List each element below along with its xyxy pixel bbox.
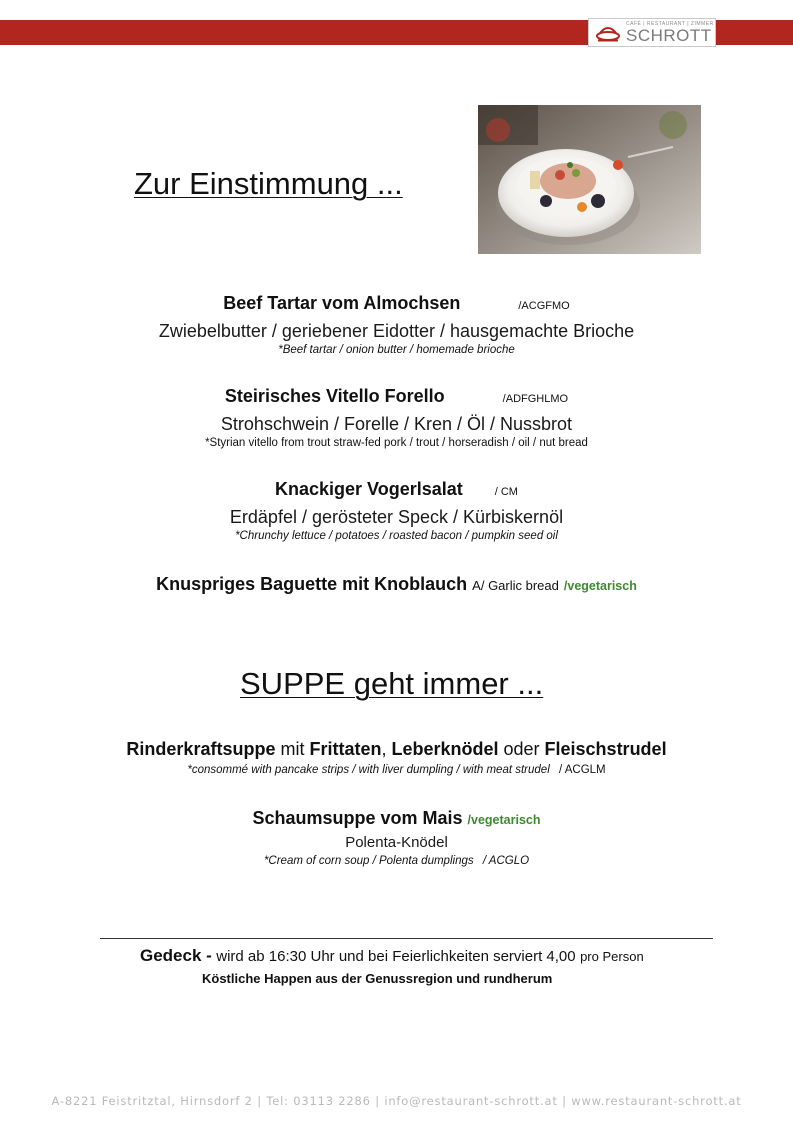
dish-english: *Chrunchy lettuce / potatoes / roasted bacon / pumpkin seed oil — [235, 530, 558, 542]
brand-name: SCHROTT — [626, 26, 712, 45]
soup-option: Fleischstrudel — [544, 739, 667, 759]
soup-english: *consommé with pancake strips / with liver dumpling / with meat strudel — [187, 764, 550, 776]
soup-option: Leberknödel — [391, 739, 499, 759]
dish-1 — [0, 292, 793, 358]
cover-line — [140, 946, 644, 966]
dish-description: Strohschwein / Forelle / Kren / Öl / Nussbrot — [220, 414, 573, 434]
dish-3 — [0, 478, 793, 544]
vegetarian-badge: /vegetarisch — [467, 813, 541, 827]
soup-option: Frittaten — [309, 739, 382, 759]
baguette-line — [0, 573, 793, 597]
soup-description: Polenta-Knödel — [345, 834, 448, 851]
dish-description: Erdäpfel / gerösteter Speck / Kürbiskernöl — [229, 507, 564, 527]
food-plate-photo — [478, 105, 701, 254]
dish-name: Beef Tartar vom Almochsen — [223, 293, 461, 313]
brand-logo — [588, 18, 716, 47]
allergen-code: /ACGFMO — [518, 300, 570, 312]
cover-label: Gedeck - — [140, 946, 212, 965]
cover-unit: pro Person — [580, 949, 644, 964]
allergen-code: /ADFGHLMO — [502, 393, 569, 405]
baguette-detail: A/ Garlic bread — [472, 578, 559, 593]
soup-name: Schaumsuppe vom Mais — [252, 808, 463, 828]
dish-english: *Styrian vitello from trout straw-fed pork / trout / horseradish / oil / nut bread — [205, 437, 588, 449]
soup-join: mit — [275, 739, 310, 759]
cover-subline: Köstliche Happen aus der Genussregion und rundherum — [202, 971, 553, 986]
allergen-code: / ACGLM — [558, 764, 606, 776]
dish-english: *Beef tartar / onion butter / homemade brioche — [278, 344, 515, 356]
soup-1 — [0, 738, 793, 778]
brand-tagline: CAFÉ | RESTAURANT | ZIMMER — [626, 21, 714, 27]
vegetarian-badge: /vegetarisch — [563, 579, 637, 593]
soup-2 — [0, 807, 793, 869]
soup-join: oder — [498, 739, 545, 759]
soup-name: Rinderkraftsuppe — [126, 739, 276, 759]
dish-description: Zwiebelbutter / geriebener Eidotter / hausgemachte Brioche — [158, 321, 635, 341]
divider-line — [100, 938, 713, 939]
cover-text: wird ab 16:30 Uhr und bei Feierlichkeiten serviert 4,00 — [216, 948, 576, 965]
starters-title: Zur Einstimmung ... — [134, 166, 403, 201]
soup-english: *Cream of corn soup / Polenta dumplings — [263, 855, 474, 867]
dish-name: Knackiger Vogerlsalat — [275, 479, 463, 499]
soup-join: , — [381, 739, 392, 759]
dish-name: Steirisches Vitello Forello — [224, 386, 445, 406]
allergen-code: / CM — [494, 486, 518, 498]
dish-2 — [0, 385, 793, 451]
baguette-name: Knuspriges Baguette mit Knoblauch — [156, 574, 468, 594]
allergen-code: / ACGLO — [482, 855, 530, 867]
footer-address: A-8221 Feistritztal, Hirnsdorf 2 | Tel: 03113 2286 | info@restaurant-schrott.at | www.restaurant-schrott.at — [51, 1094, 742, 1108]
plate-cloche-icon — [595, 21, 621, 44]
soups-title: SUPPE geht immer ... — [240, 666, 544, 701]
